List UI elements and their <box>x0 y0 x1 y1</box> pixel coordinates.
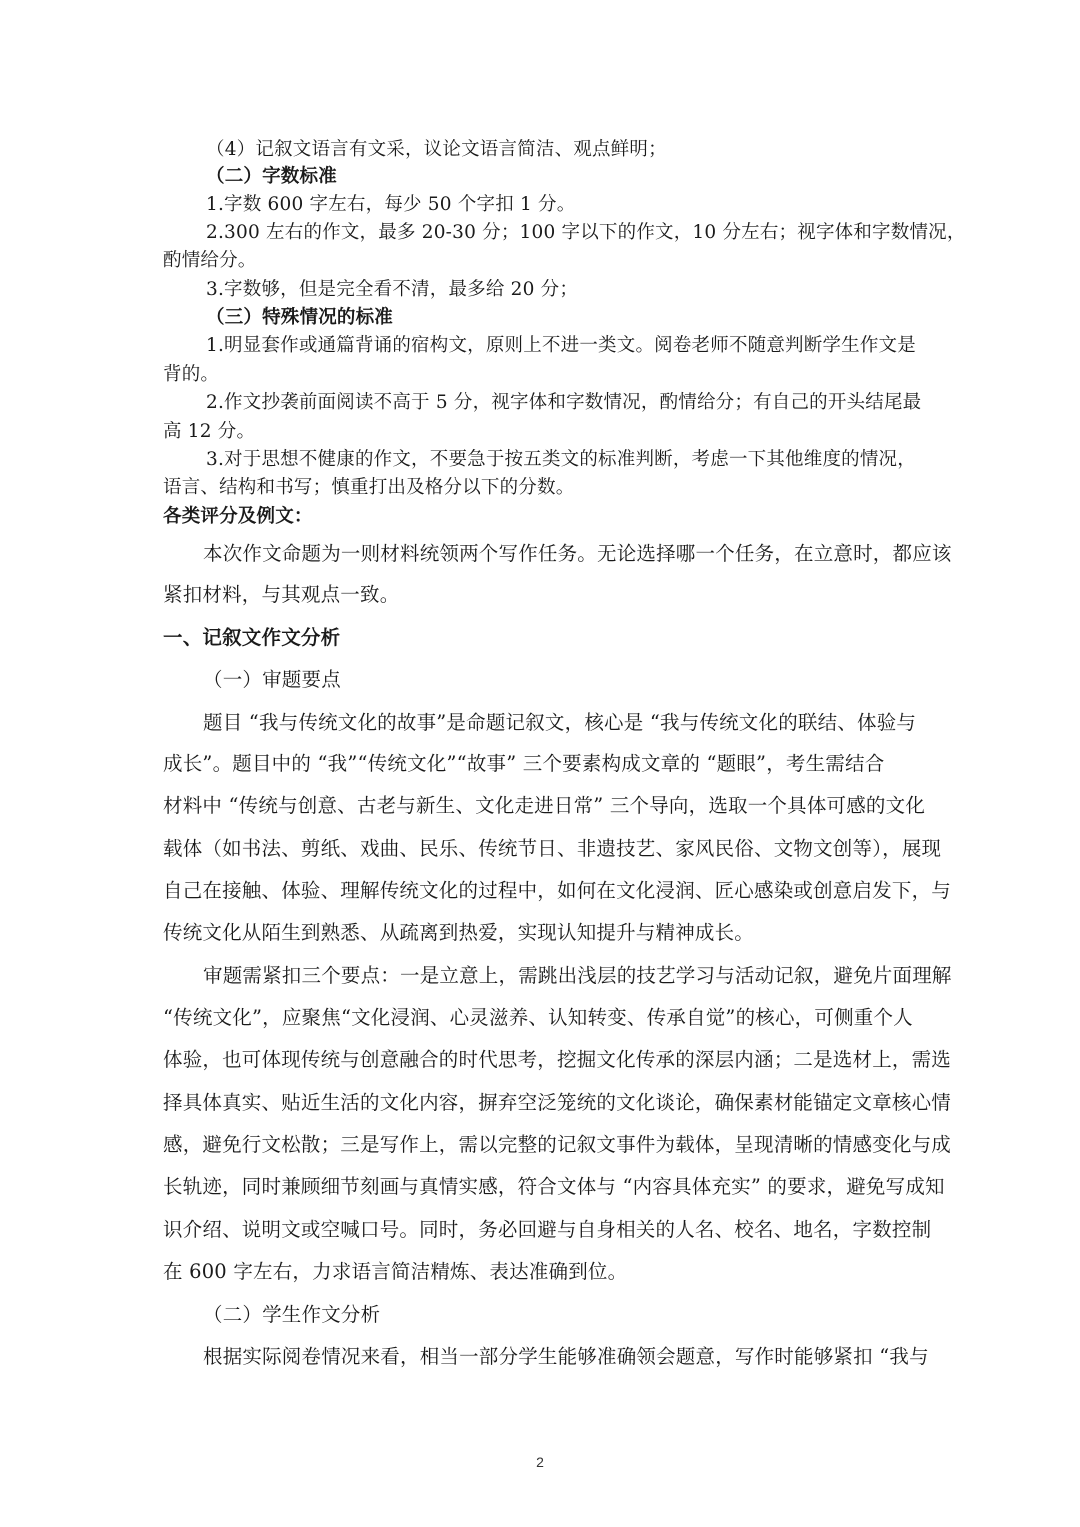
special-item-2: 2.作文抄袭前面阅读不高于 5 分，视字体和字数情况，酌情给分；有自己的开头结尾最 <box>206 392 922 413</box>
para-1-line-3: 材料中 “传统与创意、古老与新生、文化走进日常” 三个导向，选取一个具体可感的文化 <box>163 794 926 817</box>
examples-intro: 本次作文命题为一则材料统领两个写作任务。无论选择哪一个任务，在立意时，都应该 <box>203 542 952 565</box>
special-item-2-continued: 高 12 分。 <box>163 421 256 442</box>
page-number: 2 <box>536 1454 544 1470</box>
narrative-analysis-heading: 一、记叙文作文分析 <box>163 626 341 649</box>
para-2-line-5: 感，避免行文松散；三是写作上，需以完整的记叙文事件为载体，呈现清晰的情感变化与成 <box>163 1133 952 1156</box>
word-count-heading: （二）字数标准 <box>206 166 337 187</box>
para-2-line-1: 审题需紧扣三个要点：一是立意上，需跳出浅层的技艺学习与活动记叙，避免片面理解 <box>203 964 952 987</box>
special-item-1-continued: 背的。 <box>163 364 220 385</box>
para-2-line-8: 在 600 字左右，力求语言简洁精炼、表达准确到位。 <box>163 1260 628 1283</box>
para-2-line-6: 长轨迹，同时兼顾细节刻画与真情实感，符合文体与 “内容具体充实” 的要求，避免写成知 <box>163 1175 945 1198</box>
review-points-subheading: （一）审题要点 <box>203 668 341 691</box>
student-analysis-subheading: （二）学生作文分析 <box>203 1303 381 1326</box>
special-item-3: 3.对于思想不健康的作文，不要急于按五类文的标准判断，考虑一下其他维度的情况， <box>206 449 916 470</box>
examples-heading: 各类评分及例文： <box>163 506 313 527</box>
para-1-line-4: 载体（如书法、剪纸、戏曲、民乐、传统节日、非遗技艺、家风民俗、文物文创等），展现 <box>163 837 942 860</box>
criteria-item-4: （4）记叙文语言有文采，议论文语言简洁、观点鲜明； <box>206 139 667 160</box>
word-count-item-2: 2.300 左右的作文，最多 20-30 分；100 字以下的作文，10 分左右；视字体和字数情况， <box>206 222 966 243</box>
para-1-line-2: 成长”。题目中的 “我”“传统文化”“故事” 三个要素构成文章的 “题眼”，考生需结合 <box>163 752 885 775</box>
word-count-item-1: 1.字数 600 字左右，每少 50 个字扣 1 分。 <box>206 194 576 215</box>
para-3-line-1: 根据实际阅卷情况来看，相当一部分学生能够准确领会题意，写作时能够紧扣 “我与 <box>203 1345 929 1368</box>
examples-intro-continued: 紧扣材料，与其观点一致。 <box>163 583 400 606</box>
word-count-item-3: 3.字数够，但是完全看不清，最多给 20 分； <box>206 279 579 300</box>
para-1-line-6: 传统文化从陌生到熟悉、从疏离到热爱，实现认知提升与精神成长。 <box>163 921 755 944</box>
special-cases-heading: （三）特殊情况的标准 <box>206 307 394 328</box>
para-2-line-7: 识介绍、说明文或空喊口号。同时，务必回避与自身相关的人名、校名、地名，字数控制 <box>163 1218 932 1241</box>
para-2-line-3: 体验，也可体现传统与创意融合的时代思考，挖掘文化传承的深层内涵；二是选材上，需选 <box>163 1048 952 1071</box>
para-1-line-1: 题目 “我与传统文化的故事”是命题记叙文，核心是 “我与传统文化的联结、体验与 <box>203 711 917 734</box>
para-2-line-4: 择具体真实、贴近生活的文化内容，摒弃空泛笼统的文化谈论，确保素材能锚定文章核心情 <box>163 1091 952 1114</box>
para-2-line-2: “传统文化”，应聚焦“文化浸润、心灵滋养、认知转变、传承自觉”的核心，可侧重个人 <box>163 1006 913 1029</box>
para-1-line-5: 自己在接触、体验、理解传统文化的过程中，如何在文化浸润、匠心感染或创意启发下，与 <box>163 879 952 902</box>
special-item-3-continued: 语言、结构和书写；慎重打出及格分以下的分数。 <box>163 477 575 498</box>
special-item-1: 1.明显套作或通篇背诵的宿构文，原则上不进一类文。阅卷老师不随意判断学生作文是 <box>206 335 916 356</box>
word-count-item-2-continued: 酌情给分。 <box>163 250 257 271</box>
